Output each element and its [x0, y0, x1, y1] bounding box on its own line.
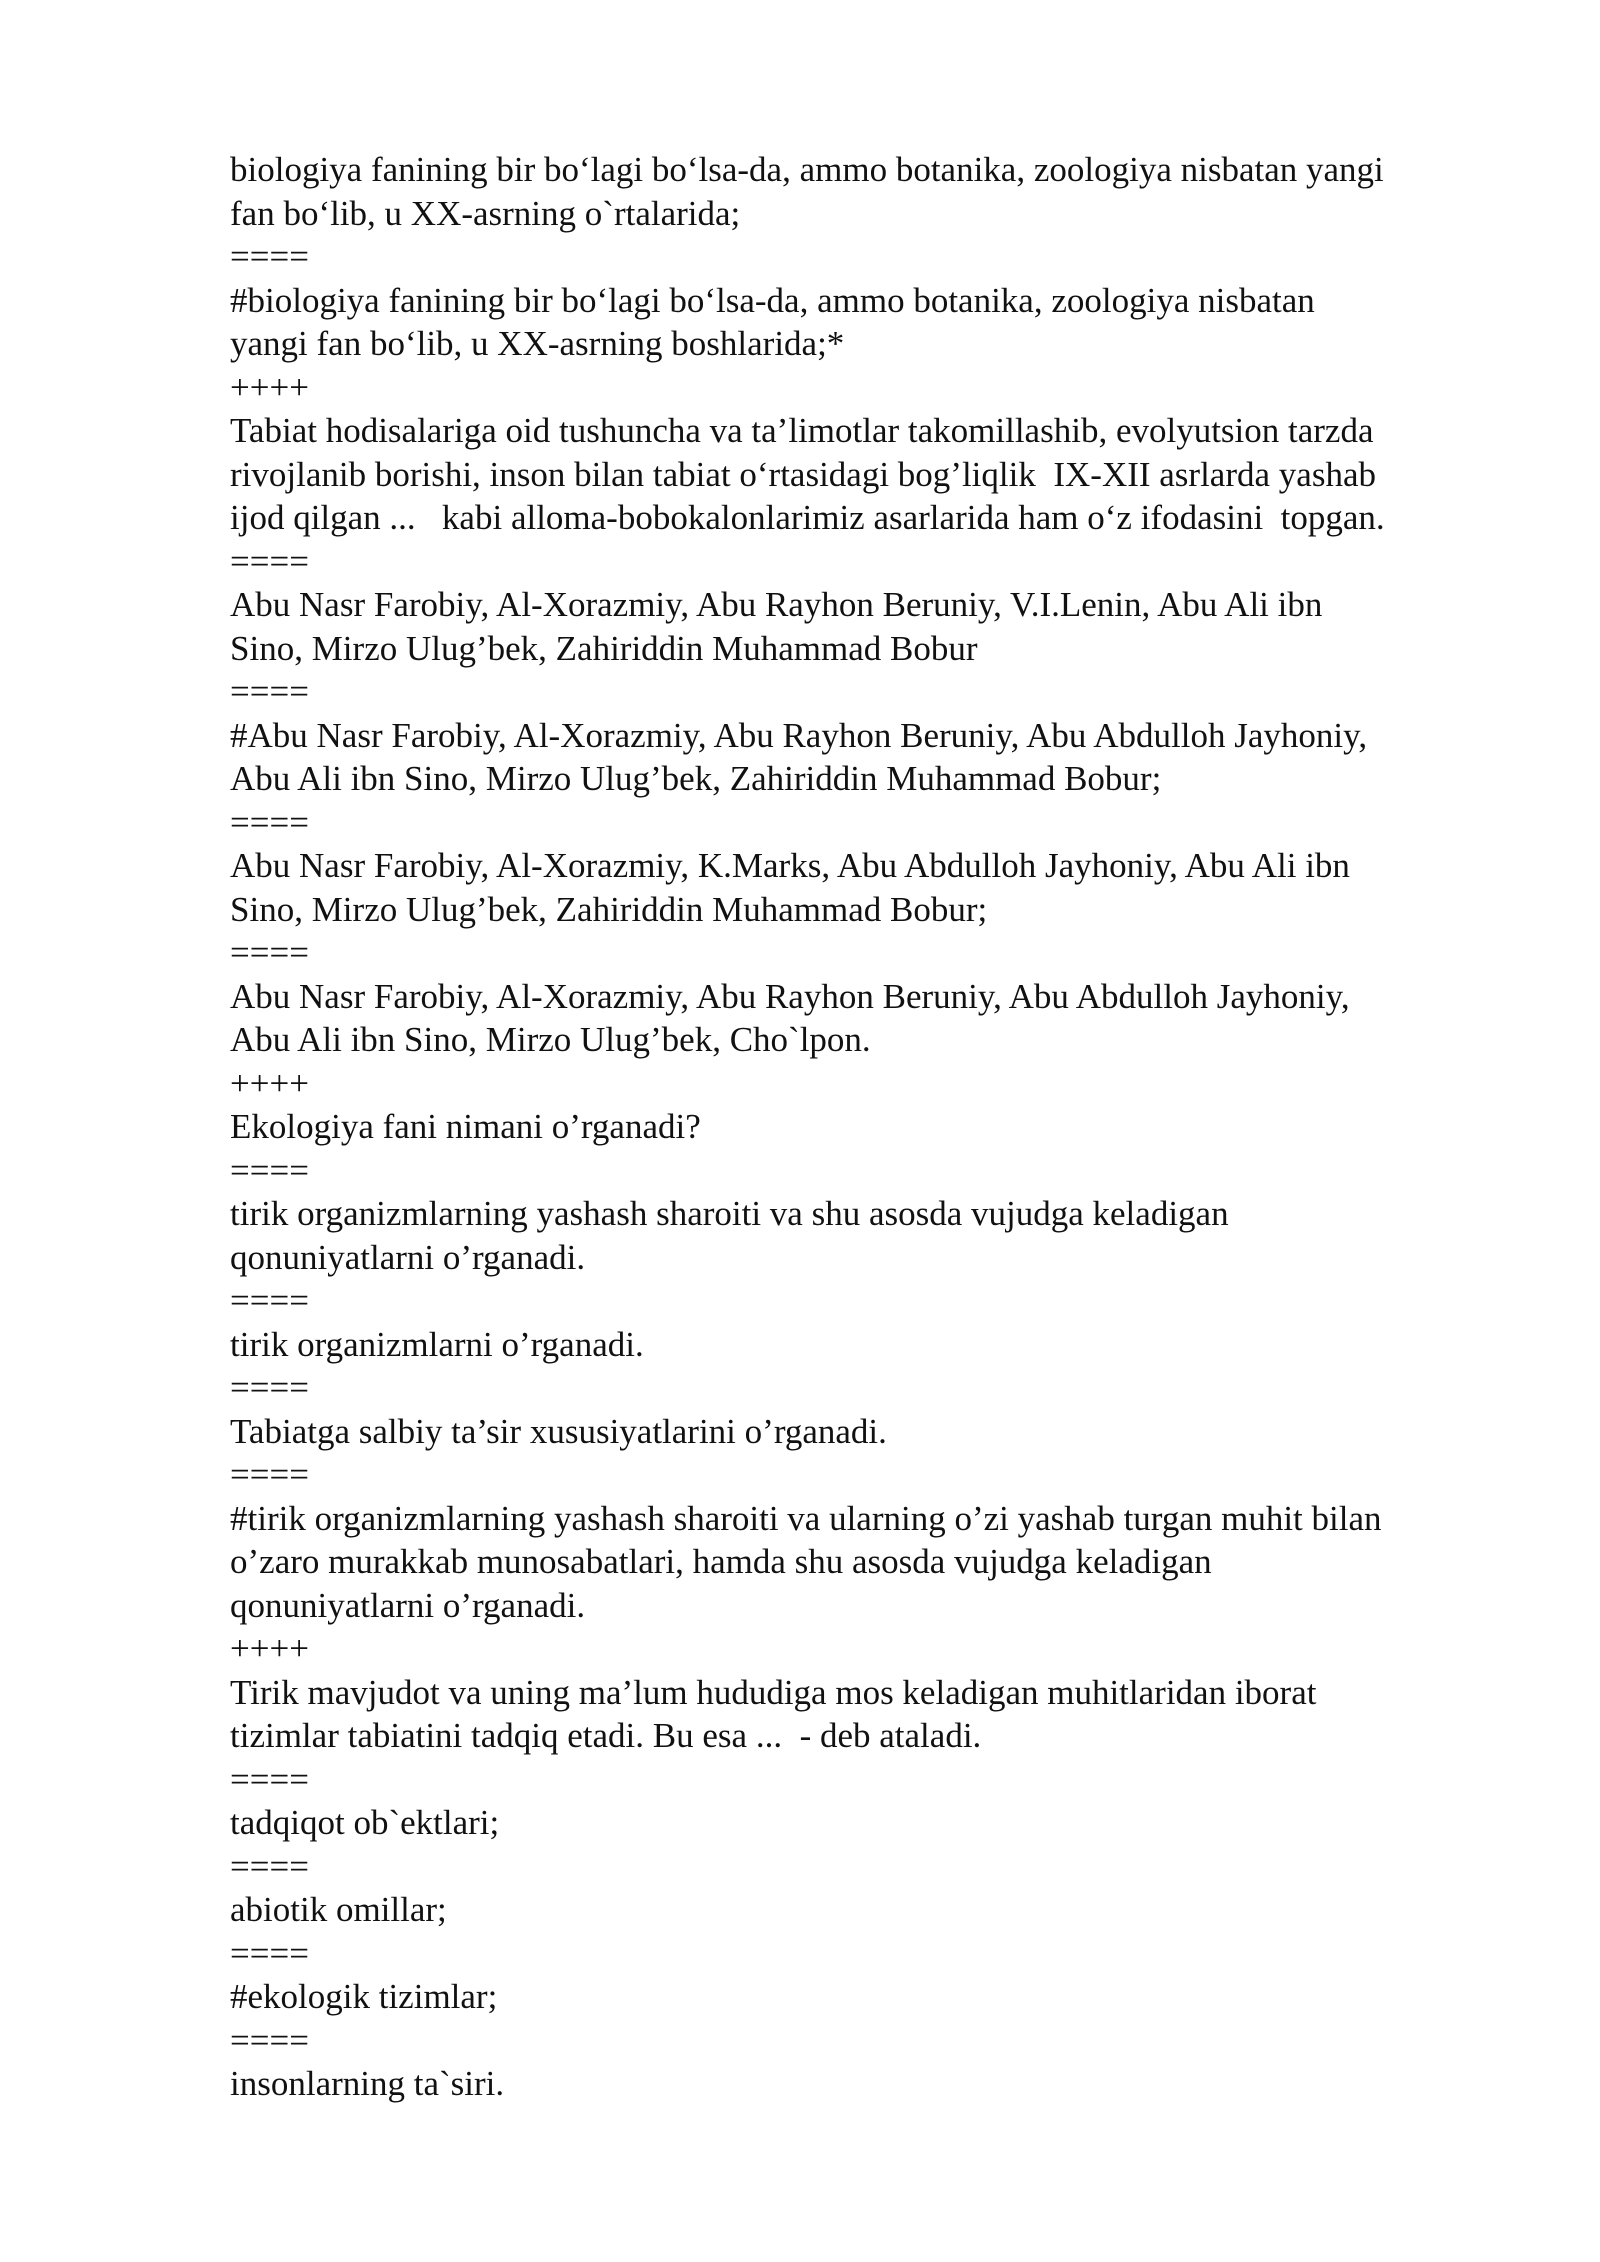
- text-line: Abu Nasr Farobiy, Al-Xorazmiy, Abu Rayhon Beruniy, Abu Abdulloh Jayhoniy,: [230, 976, 1350, 1016]
- text-line: #biologiya fanining bir bo‘lagi bo‘lsa-da, ammo botanika, zoologiya nisbatan: [230, 280, 1315, 320]
- text-line: Abu Nasr Farobiy, Al-Xorazmiy, Abu Rayhon Beruniy, V.I.Lenin, Abu Ali ibn: [230, 585, 1323, 624]
- separator-line: ====: [230, 802, 309, 842]
- text-line: #Abu Nasr Farobiy, Al-Xorazmiy, Abu Rayhon Beruniy, Abu Abdulloh Jayhoniy,: [230, 715, 1368, 755]
- separator-line: ====: [230, 237, 309, 276]
- text-line: Sino, Mirzo Ulug’bek, Zahiriddin Muhammad Bobur: [230, 628, 978, 668]
- text-line: biologiya fanining bir bo‘lagi bo‘lsa-da, ammo botanika, zoologiya nisbatan yangi: [230, 150, 1384, 189]
- text-line: Tirik mavjudot va uning ma’lum hududiga mos keladigan muhitlaridan iborat: [230, 1672, 1317, 1712]
- question-separator-line: ++++: [230, 1629, 309, 1668]
- text-line: tadqiqot ob`ektlari;: [230, 1803, 500, 1842]
- separator-line: ====: [230, 933, 309, 972]
- text-line: Abu Ali ibn Sino, Mirzo Ulug’bek, Cho`lpon.: [230, 1020, 871, 1059]
- text-line: qonuniyatlarni o’rganadi.: [230, 1585, 586, 1625]
- text-line: Abu Nasr Farobiy, Al-Xorazmiy, K.Marks, Abu Abdulloh Jayhoniy, Abu Ali ibn: [230, 846, 1350, 885]
- separator-line: ====: [230, 1846, 309, 1886]
- text-line: ijod qilgan ... kabi alloma-bobokalonlarimiz asarlarida ham o‘z ifodasini topgan.: [230, 498, 1385, 537]
- text-line: Tabiat hodisalariga oid tushuncha va ta’limotlar takomillashib, evolyutsion tarzda: [230, 411, 1374, 450]
- question-separator-line: ++++: [230, 367, 309, 407]
- separator-line: ====: [230, 1281, 309, 1320]
- text-line: tizimlar tabiatini tadqiq etadi. Bu esa ... - deb ataladi.: [230, 1716, 982, 1755]
- text-line: tirik organizmlarning yashash sharoiti va shu asosda vujudga keladigan: [230, 1194, 1229, 1233]
- document-page: [230, 148, 1492, 2106]
- text-line: Ekologiya fani nimani o’rganadi?: [230, 1107, 701, 1146]
- text-line: tirik organizmlarni o’rganadi.: [230, 1324, 644, 1364]
- separator-line: ====: [230, 1933, 309, 1973]
- separator-line: ====: [230, 1150, 309, 1190]
- text-line: rivojlanib borishi, inson bilan tabiat o‘rtasidagi bog’liqlik IX-XII asrlarda yashab: [230, 454, 1376, 494]
- separator-line: ====: [230, 2020, 309, 2060]
- separator-line: ====: [230, 541, 309, 581]
- text-line: abiotik omillar;: [230, 1890, 447, 1929]
- text-line: qonuniyatlarni o’rganadi.: [230, 1237, 586, 1277]
- separator-line: ====: [230, 672, 309, 711]
- text-line: yangi fan bo‘lib, u XX-asrning boshlarida;*: [230, 324, 845, 363]
- separator-line: ====: [230, 1455, 309, 1494]
- text-line: o’zaro murakkab munosabatlari, hamda shu asosda vujudga keladigan: [230, 1542, 1212, 1581]
- text-line: #tirik organizmlarning yashash sharoiti va ularning o’zi yashab turgan muhit bilan: [230, 1498, 1382, 1538]
- question-separator-line: ++++: [230, 1063, 309, 1103]
- separator-line: ====: [230, 1368, 309, 1407]
- separator-line: ====: [230, 1759, 309, 1799]
- text-line: insonlarning ta`siri.: [230, 2064, 505, 2103]
- text-line: fan bo‘lib, u XX-asrning o`rtalarida;: [230, 193, 741, 233]
- text-line: Sino, Mirzo Ulug’bek, Zahiriddin Muhammad Bobur;: [230, 889, 988, 929]
- text-line: Abu Ali ibn Sino, Mirzo Ulug’bek, Zahiriddin Muhammad Bobur;: [230, 759, 1162, 798]
- text-line: #ekologik tizimlar;: [230, 1977, 498, 2016]
- text-line: Tabiatga salbiy ta’sir xususiyatlarini o’rganadi.: [230, 1411, 887, 1451]
